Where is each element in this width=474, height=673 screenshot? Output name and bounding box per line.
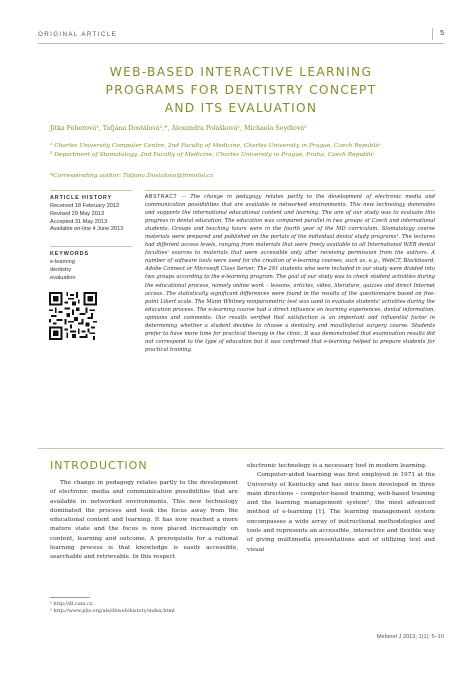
history-heading: ARTICLE HISTORY: [50, 195, 113, 201]
journal-citation: Mefanet J 2013; 1(1): 5–10: [376, 634, 444, 640]
title-line-1: WEB-BASED INTERACTIVE LEARNING: [109, 65, 373, 79]
article-title: [38, 63, 444, 118]
history-accepted: Accepted 31 May 2013: [50, 218, 108, 225]
intro-paragraph: Computer-aided learning was first employed in 1971 at the University of Kentucky and has since been developed in three main directions – computer-based training, web-based training and the learning management system², the most advanced method of e-learning [1]. The learning management system encompasses a wide array of instructional methodologies and tools and represents an accessible, interactive and flexible way of giving multimedia presentations and of utilizing text and visual: [247, 472, 435, 553]
sidebar-rule-top: [50, 190, 132, 191]
abstract-rule: [145, 190, 435, 191]
abstract-text: — The change in pedagogy relates partly to the development of electronic media and communication possibilities that are available in networked environments. This new technology dominates and supports the international educational content and learning. The aim of our study was to evaluate this progress in dental education. The education was compared parallel in two groups of Czech and international students. Groups and teaching hours were in the fourth year of the MD curriculum. Stomatology course materials were prepared and published on the portals of the individual dental study programs¹. The lectures had different access levels, ranging from materials that were freely available to all International WEB dental faculties' sources to materials that were accessible only after receiving permission from the authors. A number of software tools were used for the creation of e-learning courses, such as, e.g., WebCT, Blackboard, Adobe Connect or Microsoft Class Server. The 291 students who were included in our study were divided into two groups according to the e-learning program. The goal of our study was to check student activities during the educational process, namely online work – lessons, articles, video, literature, quizzes and direct Internet access. The statistically significant differences were found in the results of the questionnaire based on five-point Likert scale. The Mann Whitney nonparametric test was used to evaluate students' activities during the education process. The e-learning course had a direct influence on learning experiences, dental information, opinions and comments. Our results verified that satisfaction is an important and influential factor in determining whether a student decides to choose a dentistry and maxillofacial surgery course. Students prefer to have more time for practical therapy in the clinic. It was demonstrated that examination results did not correspond to the type of education but it was confirmed that e-learning helped to prepare students for practical training.: [145, 194, 435, 353]
page-number: 5: [440, 30, 444, 37]
footnote-2: ² http://www.pbs.org/als/dbweb/history/index.html: [50, 608, 175, 614]
intro-left-column: [50, 479, 238, 563]
abstract: [145, 193, 435, 354]
affiliation-1: ¹ Charles University Computer Centre, 2nd Faculty of Medicine, Charles University in Prague, Czech Republic: [50, 143, 381, 149]
keywords-heading: KEYWORDS: [50, 251, 89, 257]
title-line-2: PROGRAMS FOR DENTISTRY CONCEPT: [105, 83, 377, 98]
affiliation-2: ² Department of Stomatology, 2nd Faculty of Medicine, Charles University in Prague, Praha, Czech Republic: [50, 152, 374, 158]
introduction-heading: INTRODUCTION: [50, 459, 148, 472]
abstract-label: ABSTRACT: [145, 194, 178, 200]
keyword-item: dentistry: [50, 266, 72, 273]
intro-right-column: [247, 462, 435, 555]
corresponding-author: *Corresponding author: Tatjana.Dostalova@fnmotol.cz: [50, 173, 214, 179]
sidebar-rule-mid: [50, 246, 132, 247]
qr-code-image: [49, 292, 97, 340]
intro-paragraph: The change in pedagogy relates partly to the development of electronic media and communication possibilities that are available in networked environments. This new technology dominated the process and took the focus away from the educational content and learning. It has now reached a more mature state and the focus is now placed increasingly on content, learning and outcome. A prerequisite for a rational learning process is that knowledge is easily accessible, searchable and retrievable. In this respect: [50, 480, 238, 561]
section-label: ORIGINAL ARTICLE: [38, 31, 118, 38]
header-divider: [432, 28, 433, 40]
history-received: Received 18 February 2013: [50, 203, 120, 209]
header-rule: [38, 43, 444, 44]
intro-paragraph: electronic technology is a necessary tool in modern learning.: [247, 463, 427, 469]
section-divider: [38, 448, 444, 449]
keyword-item: evaluation: [50, 274, 76, 281]
history-online: Available on-line 4 June 2013: [50, 226, 124, 233]
title-line-3: AND ITS EVALUATION: [164, 101, 318, 116]
keyword-item: e-learning: [50, 259, 75, 265]
keywords-list: [50, 259, 76, 282]
author-list: Jitka Feberová¹, Taťjána Dostálová²,*, Alexandra Polášková¹, Michaela Seydlová²: [50, 125, 307, 132]
footnote-rule: [50, 597, 90, 598]
footnote-1: ¹ http://dl.cuni.cz: [50, 601, 93, 607]
history-revised: Revised 29 May 2013: [50, 210, 105, 217]
history-list: [50, 203, 123, 234]
